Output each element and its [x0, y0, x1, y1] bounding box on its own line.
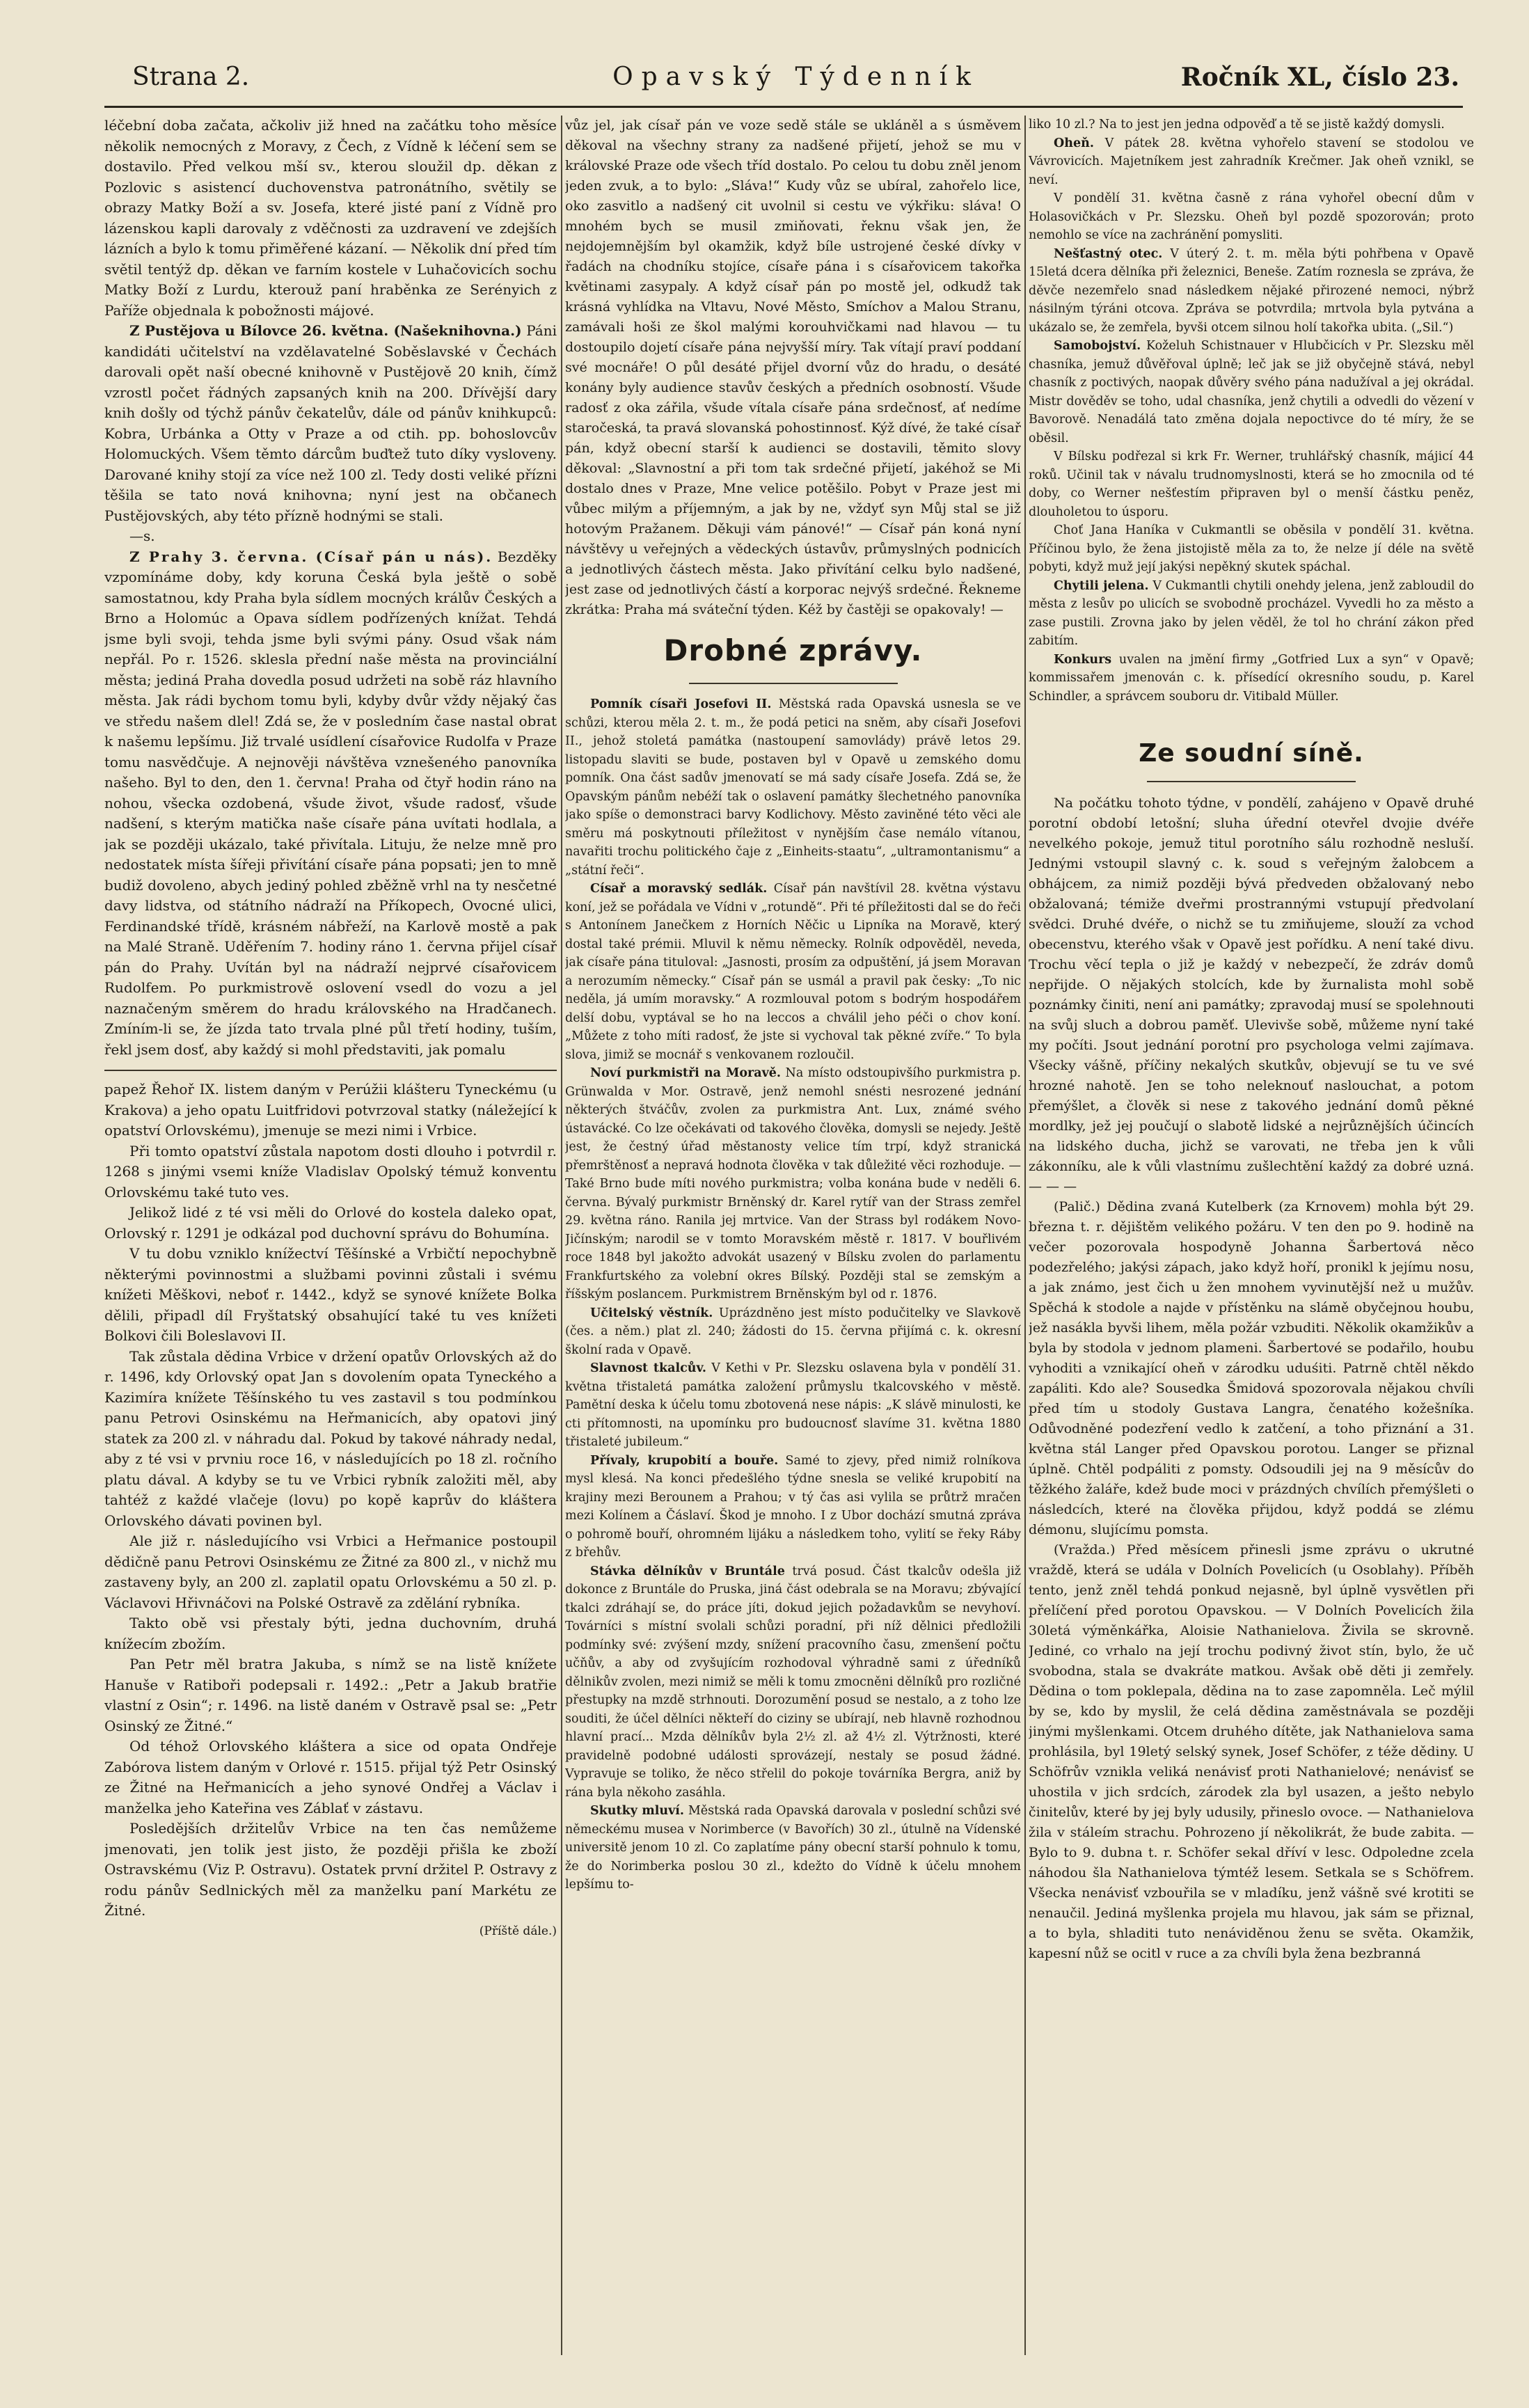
news-title: Noví purkmistři na Moravě. [590, 1066, 781, 1080]
news-text: Městská rada Opavská darovala v poslední schůzi své německému musea v Norimberce (v Bavořích) 30 zl., útulně na Vídenské universitě jenom 10 zl. Co zaplatíme pány obecní starší pohnulo k tomu, že do Norimberka poslou 30 zl., kdežto do Vídně k účelu mnohem lepšímu to- [565, 1804, 1021, 1892]
news-text: trvá posud. Část tkalcův odešla již dokonce z Bruntále do Pruska, jiná část odebrala se na Moravu; zbývající tkalci zdráhají se, do práce jíti, dokud jejich požadavkům se nevyhoví. Továrníci s místní svolali schůzi poradní, při níž dělnici předložili podmínky své: zvýšení mzdy, snížení pracovního času, zmenšení počtu učňův, a aby od zvyšujícím rozhodoval výhradně sami z úředníků dělnikův zvolen, mezi nimiž se měli k tomu zmocněni dělníků pro rozličné přestupky na mzdě strhnouti. Dorozumění posud se nestalo, a z toho lze souditi, že účel dělníci někteří do ciziny se ubírají, neb hlavně rozhodnou hlavní prací... Mzda dělníkův byla 2½ zl. až 4½ zl. Výtržnosti, které pravidelně podobné události sprovázejí, nestaly se posud žádné. Vypravuje se toliko, že něco střelil do pokoje továrníka Bergra, aniž by rána byla někoho zasáhla. [565, 1564, 1021, 1800]
paragraph: Ale již r. následujícího vsi Vrbici a Heřmanice postoupil dědičně panu Petrovi Osinskému ze Žitné za 800 zl., v nichž mu zastaveny byly, an 200 zl. zaplatil opatu Orlovskému a 50 zl. p. Václavovi Hřivnáčovi na Polské Ostravě za zdělání rybníka. [104, 1532, 557, 1611]
news-title: Učitelský věstník. [590, 1306, 713, 1320]
paragraph: Při tomto opatství zůstala napotom dosti dlouho i potvrdil r. 1268 s jinými vsemi kníže Vladislav Opolský témuž konventu Orlovskému také tuto ves. [104, 1142, 557, 1201]
news-title: Slavnost tkalcův. [590, 1361, 707, 1375]
news-text: uvalen na jmění firmy „Gotfried Lux a syn“ v Opavě; kommissařem jmenován c. k. přísedící okresního soudu, p. Karel Schindler, a správcem souboru dr. Vitibald Müller. [1029, 652, 1474, 704]
news-text: Koželuh Schistnauer v Hlubčicích v Pr. Slezsku měl chasníka, jemuž důvěřoval úplně; leč jak se již obyčejně stává, nebyl chasník z poctivých, naopak důvěry svého pána nadužíval a jej okrádal. Mistr dověděv se toho, udal chasníka, jenž chytili a odvedli do vězení v Bavorově. Nenadálá tato změna dojala nepoctivce do té míry, že se oběsil. [1029, 339, 1474, 445]
article-text: Bezděky vzpomínáme doby, kdy koruna Česká byla ještě o sobě samostatnou, kdy Praha byla sídlem mocných králův Českých a Brno a Holomúc a Opava sídlem podřízených knížat. Tehdá jsme byli svoji, tehda jsme byli svými pány. Osud však nám nepřál. Po r. 1526. sklesla přední naše města na provinciální města; jediná Praha dovedla posud udržeti na sobě ráz hlavního města. Jak rádi bychom tomu byli, kdyby dvůr vždy nějaký čas ve středu našem dlel! Zdá se, že v posledním čase nastal obrat k našemu lepšímu. Již trvalé usídlení císařovice Rudolfa v Praze tomu nasvědčuje. A nejnověji návštěva vznešeného panovníka našeho. Byl to den, den 1. června! Praha od čtyř hodin ráno na nohou, všecka ozdobená, všude život, všude radosť, všude nadšení, s kterým matička naše císaře pána uvítati hodlala, a jak se později ukázalo, také přivítala. Lituju, že nelze mně pro nedostatek místa šířeji přivítání císaře pána popsati; jen to mně budiž dovoleno, abych jediný pohled zběžně vrhl na ty nesčetné davy lidstva, od státního nádraží na Příkopech, Ovocné ulici, Ferdinandské třídě, krásném nábřeží, na Karlově mostě a pak na Malé Straně. Uděřením 7. hodiny ráno 1. června přijel císař pán do Prahy. Uvítán byl na nádraží nejprvé císařovicem Rudolfem. Po purkmistrově oslovení vsedl do vozu a jel naznačeným směrem do hradu královského na Hradčanech. Zmíním-li se, že jízda tato trvala plné půl třetí hodiny, tuším, řekl jsem dosť, aby každý si mohl představiti, jak pomalu [104, 548, 557, 1058]
news-text: V Cukmantli chytili onehdy jelena, jenž zabloudil do města z lesův po ulicích se svobodně procházel. Vyvedli ho za město a zase pustili. Zrovna jako by jelen věděl, že tol ho chrání zákon před zabitím. [1029, 578, 1474, 648]
section-rule [104, 1070, 557, 1071]
news-title: Stávka dělníkův v Bruntále [590, 1564, 785, 1578]
continued-note: (Příště dále.) [479, 1924, 557, 1938]
paragraph: (Vražda.) Před měsícem přinesli jsme zprávu o ukrutné vraždě, která se udála v Dolních Povelicích (u Osoblahy). Příběh tento, jenž zněl tehdá ponkud nejasně, byl úplně vysvětlen při přelíčení před porotou Opavskou. — V Dolních Povelicích žila 30letá výměnkářka, Aloisie Nathanielova. Živila se skrovně. Jediné, co vrhalo na její trochu podivný život stín, bylo, že uč svobodna, stala se dvakráte matkou. Avšak obě děti ji zemřely. Dědina o tom poklepala, dědina na to zase zapomněla. Leč mýlil by se, kdo by myslil, že celá dědina zaměstnávala se později jinými myšlenkami. Otcem druhého dítěte, jak Nathanielova sama prohlásila, byl 19letý selský synek, Josef Schöfer, z téže dědiny. U Schöfrův vznikla veliká nenávisť proti Nathanielové; nenávisť se uhostila v jich srdcích, zárodek zla byl usazen, a ješto nebylo činitelův, které by jej byly udusily, přineslo ovoce. — Nathanielova žila v stáleím strachu. Pohrozeno jí několikrát, že bude zabita. — Bylo to 9. dubna t. r. Schöfer sekal dříví v lesc. Odpoledne zcela náhodou šla Nathanielova týmtéž lesem. Setkala se s Schöfrem. Všecka nenávisť vzbouřila se v mladíku, jenž vášně své krotiti se nenaučil. Jediná myšlenka projela mu hlavou, jak sám se přiznal, a to byla, shladiti tuto nenáviděnou ženu se světa. Okamžik, kapesní nůž se ocitl v ruce a za chvíli byla žena bezbranná [1029, 1542, 1474, 1961]
news-item: liko 10 zl.? Na to jest jen jedna odpověď a tě se jistě každý domysli. [1029, 118, 1445, 132]
news-item [565, 1304, 1021, 1360]
news-title: Konkurs [1054, 652, 1112, 667]
column-divider [1024, 116, 1026, 2355]
news-title: Oheň. [1054, 136, 1094, 150]
news-item [565, 1562, 1021, 1803]
paragraph: Na počátku tohoto týdne, v pondělí, zahájeno v Opavě druhé porotní období letošní; sluha úřední otevřel dvojie dvéře nevelkého pokoje, jemuž titul porotního sálu rozhodně nesluší. Jednými vstoupil slavný c. k. soud s veřejným žalobcem a obhájcem, za nimiž později bývá předveden obžalovaný nebo obžalovaná; témiže dveřmi prostrannými vstupují předvolaní svědci. Druhé dvéře, o nichž se tu zmiňujeme, slouží za vchod obecenstvu, kterého však v Opavě jest pořídku. A není také divu. Trochu věcí tepla o již je každý v nebezpečí, že zdráv domů nepřijde. O nějakých stolcích, kde by žurnalista mohl sobě poznámky činiti, není ani památky; zpravodaj musí se spolehnouti na svůj sluch a dobrou paměť. Ulevivše sobě, můžeme nyní také my počíti. Jsout jednání porotní pro psychologa velmi zajímava. Všecky vášně, příčiny nekalých skutkův, objevují se tu ve své hrozné nahotě. Jen se toho neleknouť naslouchat, a potom přemýšlet, a člověk si nese z takového jednání domů pěkné mordlky, jež jej poučují o slabotě lidské a nejrůznějších účincích na lidského ducha, jichž se varovati, ne třeba jen k vůli zákonníku, ale k vůli vlastnímu zušlechtění každý za dobré uzná. — — — [1029, 795, 1474, 1194]
news-text: Samé to zjevy, před nimiž rolníkova mysl klesá. Na konci předešlého týdne snesla se veliké krupobití na krajiny mezi Berounem a Prahou; v tý čas asi vylila se průtrž mračen mezi Kolínem a Čáslaví. Škod je mnoho. I z Ubor dochází smutná zpráva o pohromě bouří, ohromném lijáku a následkem toho, vylití se řeky Ráby z břehův. [565, 1453, 1021, 1560]
news-text: Na místo odstoupivšího purkmistra p. Grünwalda v Mor. Ostravě, jenž nemohl snésti nesrozené jednání některých štváčův, zvolen za purkmistra Ant. Lux, známé svého ústavácké. Co lze očekávati od takového člověka, domysli se nejedy. Ještě jest, že čestný úřad městanosty velice tím trpí, když stranická přemrštěnosť a nepravá hodnota člověka v tak důležité věci rozhoduje. — Také Brno bude míti nového purkmistra; volba konána bude v neděli 6. června. Bývalý purkmistr Brněnský dr. Karel rytíř van der Strass zemřel 29. května ráno. Ranila jej mrtvice. Van der Strass byl rodákem Novo-Jičínským; narodil se v tomto Moravském městě r. 1817. V bouřlivém roce 1848 byl jakožto advokát usazený v Bílsku zvolen do parlamentu Frankfurtského za volební okres Bílský. Později stal se zemským a říšským poslancem. Purkmistrem Brněnským byl od r. 1876. [565, 1066, 1021, 1301]
paragraph: Jelikož lidé z té vsi měli do Orlové do kostela daleko opat, Orlovský r. 1291 je odkázal pod duchovní správu do Bohumína. [104, 1204, 557, 1242]
paragraph: papež Řehoř IX. listem daným v Perúžii klášteru Tyneckému (u Krakova) a jeho opatu Luitfridovi potvrzoval statky (náležející k opatství Orlovskému), jmenuje se mezi nimi i Vrbice. [104, 1081, 557, 1139]
section-heading: Drobné zprávy. [663, 633, 923, 667]
paragraph: Tak zůstala dědina Vrbice v držení opatův Orlovských až do r. 1496, kdy Orlovský opat Jan s dovolením opata Tyneckého a Kazimíra knížete Těšínského tu ves zastavil s tou podmínkou panu Petrovi Osinskému na Heřmanicích, aby opatovi jiný statek za 200 zl. v náhradu dal. Pokud by takové náhrady nedal, aby z té vsi v prvniu roce 16, v následujících po 18 zl. ročního platu dával. A kdyby se tu ve Vrbici rybník založiti měl, aby tahtéž z každé vlačeje (lovu) po kopě kaprův do kláštera Orlovského dávati povinen byl. [104, 1347, 557, 1529]
page-number: Strana 2. [132, 63, 250, 91]
news-title: Nešťastný otec. [1054, 246, 1163, 261]
news-list [565, 695, 1021, 1894]
paragraph: (Palič.) Dědina zvaná Kutelberk (za Krnovem) mohla být 29. března t. r. dějištěm velikého požáru. V ten den po 9. hodině na večer pozorovala hospodyně Johanna Šarbertová něco podezřelého; jakýsi zápach, jako když hoří, pronikl k jejímu nosu, a jak známo, jest čich u žen mnohem vyvinutější než u mužův. Spěchá k stodole a najde v přístěnku na slámě obyčejnou houbu, jež nasákla byvši lihem, měla požár vzbuditi. Několik okamžikův a byla by stodola v jednom plameni. Šarbertové se podařilo, houbu vyhoditi a vznikající oheň v zárodku uduśiti. Patrně chtěl někdo zapáliti. Kdo ale? Sousedka Šmidová spozorovala nějakou chvíli před tím u stodoly Gustava Langra, čenatého kožešníka. Odůvodněné podezření vedlo k zatčení, a toho přiznání a 31. května stál Langer před Opavskou porotou. Langer se přiznal úplně. Chtěl podpáliti z pomsty. Odsoudili jej na 9 měsícův do těžkého žaláře, kdež bude moci v prázdných chvílích přemýšleti o následcích, které na člověka přijdou, když poddá se zlému démonu, slujícímu pomsta. [1029, 1199, 1474, 1537]
news-title: Samobojství. [1054, 339, 1141, 353]
news-item [1029, 337, 1474, 447]
column-2 [565, 116, 1021, 2355]
signature: —s. [129, 528, 155, 544]
news-list [1029, 116, 1474, 706]
news-text: V úterý 2. t. m. měla býti pohřbena v Opavě 15letá dcera dělníka při železnici, Beneše. Zatím roznesla se zpráva, že děvče nezemřelo snad následkem nějaké přirozené nemoci, nýbrž násilným týráni otcova. Zpráva se potvrdila; mrtvola byla pytvána a ukázalo se, že zemřela, byvši otcem silnou holí takořka ubita. („Sil.“) [1029, 246, 1474, 335]
news-item [1029, 245, 1474, 338]
paragraph: Takto obě vsi přestaly býti, jedna duchovním, druhá knížecím zbožím. [104, 1615, 557, 1652]
paragraph: léčební doba začata, ačkoliv již hned na začátku toho měsíce několik nemocných z Moravy, z Čech, z Vídně k léčení sem se dostavilo. Před velkou mší sv., kterou sloužil dp. děkan z Pozlovic s asistencí duchovenstva patronátního, světily se obrazy Matky Boží a sv. Josefa, které jisté paní z Vídně pro lázenskou kapli darovaly z vděčnosti za uzdravení ve zdejších lázních a bylo k tomu přiměřené kázaní. — Několik dní před tím světil tentýž dp. děkan ve farním kostele v Luhačovicích sochu Matky Boží z Lurdu, kterouž paní hraběnka ze Serényich z Paříže objednala k pobožnosti májové. [104, 117, 557, 319]
news-item [565, 1452, 1021, 1562]
news-text: Městská rada Opavská usnesla se ve schůzi, kterou měla 2. t. m., že podá petici na sněm, aby císaři Josefovi II., jehož stoletá památka (nastoupení samovlády) právě letos 29. listopadu slaviti se bude, postaven byl v Opavě u zemského domu pomník. Ona část sadův jmenovatí se má sady císaře Josefa. Zdá se, že Opavským pánům nebéží tak o oslavení památky šlechetného panovníka jako spíše o demonstraci barvy Kodlichovy. Město zaviněné této věci ale směru má poskytnouti příležitost v nynějším čase nemálo vítanou, navařiti trochu politického čaje z „Einheits-staatu“, „ultramontanismu“ a „státní řeči“. [565, 697, 1021, 878]
news-title: Císař a moravský sedlák. [590, 882, 768, 896]
heading-rule [1147, 781, 1356, 782]
column-1 [104, 116, 557, 2355]
news-title: Skutky mluví. [590, 1804, 684, 1818]
paragraph: Pan Petr měl bratra Jakuba, s nímž se na listě knížete Hanuše v Ratiboři podepsali r. 1492.: „Petr a Jakub bratřie vlastní z Osin“; r. 1496. na listě daném v Ostravě psal se: „Petr Osinský ze Žitné.“ [104, 1656, 557, 1734]
column-3 [1029, 116, 1474, 2355]
news-title: Pomník císaři Josefovi II. [590, 697, 772, 711]
page-header [132, 63, 1459, 111]
header-rule [104, 106, 1463, 108]
news-text: Uprázdněno jest místo podučitelky ve Slavkově (čes. a něm.) plat zl. 240; žádosti do 15. června přijímá c. k. okresní školní rada v Opavě. [565, 1306, 1021, 1357]
news-item [1029, 577, 1474, 651]
news-text: V Kethi v Pr. Slezsku oslavena byla v pondělí 31. května třistaletá památka založení průmyslu tkalcovského v městě. Pamětní deska k účelu tomu zbotovená nese nápis: „K slávě minulosti, ke cti přítomnosti, na upomínku pro budoucnosť slavíme 31. května 1880 třistaleté jubileum.“ [565, 1361, 1021, 1449]
article-lead: Z Pustějova u Bílovce 26. května. (Našeknihovna.) [129, 322, 522, 339]
issue-number: Ročník XL, číslo 23. [1180, 63, 1459, 92]
news-item [565, 880, 1021, 1064]
paragraph [104, 321, 557, 526]
paragraph: vůz jel, jak císař pán ve voze sedě stále se ukláněl a s úsměvem děkoval na všechny strany za nadšené přijetí, jehož se mu v královské Praze ode všech tříd dostalo. Po celou tu dobu zněl jenom jeden zvuk, a to bylo: „Sláva!“ Kudy vůz se ubíral, zahořelo lice, oko zasvitlo a nadšený cit uvolnil si cestu ve výkřiku: sláva! O mnohém bych se musil zmiňovati, řeknu však jen, že nejdojemnějším byl okamžik, když bíle ustrojené české dívky v řadách na chodníku stojíce, císaře pána i s císařovicem takořka květinami zasypaly. A když císař pán po mostě jel, odkudž tak krásná vyhlídka na Vltavu, Nové Město, Smíchov a Malou Stranu, zamávali hoši ze škol malými korouhvičkami nad hlavou — tu dostoupilo dojetí císaře pána nejvyšší míry. Tak vítají praví poddaní své mocnáře! O půl desáté přijel dvorní vůz do hradu, o desáté konány byly audience stavův českých a předních osobností. Všude radosť z oka zářila, všude vítala císaře pána srdečnosť, ať nedíme staročeská, ta pravá slovanská pohostinnosť. Kýž dívé, že také císař pán, když obecní starší k audienci se dostavili, těmito slovy děkoval: „Slavnostní a při tom tak srdečné přijetí, jakéhož se Mi dostalo dnes v Praze, Mne velice potěšilo. Pobyt v Praze jest mi vůbec milým a příjemným, a jak by ne, vždyť syn Můj stal se již hotovým Pražanem. Děkuji vám pánové!“ — Císař pán koná nyní návštěvy u veřejných a vědeckých ústavův, průmyslných podnicích a jednotlivých částech města. Jako přivítání celku bylo nadšené, jest zase od jednotlivých částí a korporac nejvýš srdečné. Řekneme zkrátka: Praha má sváteční týden. Kéž by častěji se opakovaly! — [565, 118, 1021, 617]
article-lead: Z Prahy 3. června. (Císař pán u nás). [129, 548, 493, 565]
news-item: V Bílsku podřezal si krk Fr. Werner, truhlářský chasník, májicí 44 roků. Učinil tak v návalu trudnomyslnosti, která se ho zmocnila od té doby, co Werner nešťestím připraven byl o menší částku peněz, dlouholetou to úsporu. [1029, 450, 1474, 519]
news-item: Choť Jana Haníka v Cukmantli se oběsila v pondělí 31. května. Příčinou bylo, že žena jistojistě měla za to, že nelze jí déle na světě pobyti, když muž její jakýsi nepěkný skutek spáchal. [1029, 523, 1474, 574]
news-text: V pátek 28. května vyhořelo stavení se stodolou ve Vávrovicích. Majetníkem jest zahradník Krečmer. Jak oheň vznikl, se neví. [1029, 136, 1474, 187]
newspaper-title: Opavský Týdenník [612, 63, 979, 91]
paragraph: Posledějších držitelův Vrbice na ten čas nemůžeme jmenovati, jen tolik jest jisto, že později přišla ke zboží Ostravskému (Viz P. Ostravu). Ostatek první držitel P. Ostravy z rodu pánův Sedlnických měl za manželku paní Markétu ze Žitné. [104, 1820, 557, 1919]
news-item [565, 1064, 1021, 1304]
news-title: Přívaly, krupobití a bouře. [590, 1453, 779, 1468]
paragraph: V tu dobu vzniklo knížectví Těšínské a Vrbičtí nepochybně některými povinnostmi a službami povinni zůstali i svému knížeti Měškovi, neboť r. 1442., když se synové knížete Bolka dělili, připadl díl Fryštatský obsahující také tu ves knížeti Bolkovi čili Boleslavovi II. [104, 1245, 557, 1344]
heading-rule [689, 683, 898, 684]
news-item [565, 1802, 1021, 1894]
news-item [1029, 134, 1474, 190]
paragraph [104, 547, 557, 1061]
paragraph: Od téhož Orlovského kláštera a sice od opata Ondřeje Zabórova listem daným v Orlové r. 1515. přijal týž Petr Osinský ze Žitné na Heřmanicích a jeho synové Ondřej a Václav i manželka jeho Kateřina ves Záblať v zástavu. [104, 1738, 557, 1816]
column-divider [561, 116, 562, 2355]
news-item [565, 1359, 1021, 1452]
article-text: Páni kandidáti učitelství na vzdělavatelné Soběslavské v Čechách darovali opět naší obecné knihovně v Pustějově 20 knih, čímž vzrostl počet řádných zapsaných knih na 200. Dřívější dary knih došly od týchž pánův čekatelův, dále od pánův knihkupců: Kobra, Urbánka a Otty v Praze a od ctih. pp. bohoslovcův Holomuckých. Všem těmto dárcům buďtež tuto díky vysloveny. Darované knihy stojí za více než 100 zl. Tedy dosti veliké přízni těšila se tato nová knihovna; nyní jest na občanech Pustějovských, aby této přízně hodnými se stali. [104, 322, 557, 524]
section-heading: Ze soudní síně. [1139, 739, 1364, 768]
news-item [1029, 651, 1474, 706]
news-item [565, 695, 1021, 880]
news-item: V pondělí 31. května časně z rána vyhořel obecní dům v Holasovičkách v Pr. Slezsku. Oheň byl pozdě spozorován; proto nemohlo se více na zachránění pomysliti. [1029, 191, 1474, 242]
news-text: Císař pán navštívil 28. května výstavu koní, jež se pořádala ve Vídni v „rotundě“. Při té příležitosti dal se do řeči s Antonínem Janečkem z Horních Něčic u Lipníka na Moravě, který dostal také prémii. Mluvil k němu německy. Rolník odpověděl, neveda, jak císaře pána tituloval: „Jasnosti, prosím za odpuštění, já jsem Moravan a nerozumím německy.“ Císař pán se usmál a pravil pak česky: „To nic neděla, já umím moravsky.“ A rozmlouval potom s bodrým hospodářem delší dobu, vyptával se ho na leccos a chválil jeho péči o chov koní. „Můžete z toho míti radosť, že jste si vychoval tak pěkné zvíře.“ To byla slova, jimiž se mocnář s venkovanem rozloučil. [565, 882, 1021, 1062]
news-title: Chytili jelena. [1054, 578, 1149, 593]
